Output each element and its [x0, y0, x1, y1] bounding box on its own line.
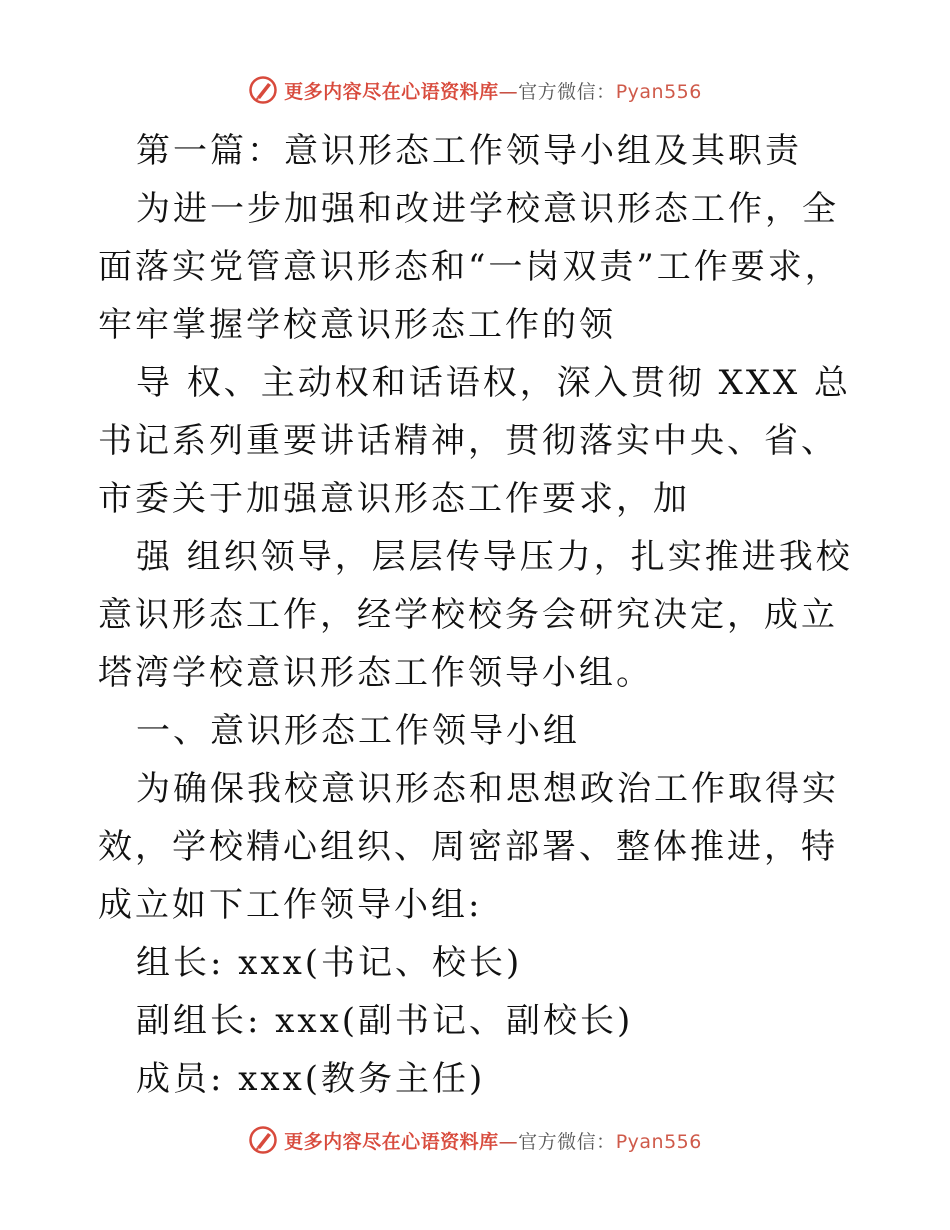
footer-watermark-banner — [0, 1120, 950, 1160]
document-title: 第一篇：意识形态工作领导小组及其职责 — [136, 131, 802, 171]
paragraph: 为进一步加强和改进学校意识形态工作，全面落实党管意识形态和“一岗双责”工作要求，牢牢掌握学校意识形态工作的领 — [98, 189, 842, 345]
banner-brand: 更多内容尽在心语资料库 — [284, 1130, 499, 1153]
banner-separator: — — [498, 1130, 519, 1153]
header-watermark-banner — [0, 70, 950, 110]
member-line-member: 成员: xxx(教务主任) — [136, 1059, 486, 1099]
banner-separator: — — [498, 80, 519, 103]
document-body — [98, 122, 858, 1108]
banner-channel: 官方微信： — [518, 1130, 616, 1153]
paragraph: 导 权、主动权和话语权，深入贯彻 XXX 总书记系列重要讲话精神，贯彻落实中央、省、市委关于加强意识形态工作要求，加 — [98, 363, 852, 519]
banner-text — [284, 1127, 702, 1154]
banner-channel: 官方微信： — [518, 80, 616, 103]
banner-brand: 更多内容尽在心语资料库 — [284, 80, 499, 103]
quill-logo-icon — [248, 75, 278, 105]
banner-account: Pyan556 — [615, 80, 702, 103]
quill-logo-icon — [248, 1125, 278, 1155]
paragraph: 强 组织领导，层层传导压力，扎实推进我校意识形态工作，经学校校务会研究决定，成立塔湾学校意识形态工作领导小组。 — [98, 537, 853, 693]
paragraph: 为确保我校意识形态和思想政治工作取得实效，学校精心组织、周密部署、整体推进，特成立如下工作领导小组: — [98, 769, 839, 925]
banner-text — [284, 77, 702, 104]
member-line-deputy: 副组长: xxx(副书记、副校长) — [136, 1001, 634, 1041]
member-line-leader: 组长: xxx(书记、校长) — [136, 943, 523, 983]
banner-account: Pyan556 — [615, 1130, 702, 1153]
section-heading: 一、意识形态工作领导小组 — [136, 711, 580, 751]
